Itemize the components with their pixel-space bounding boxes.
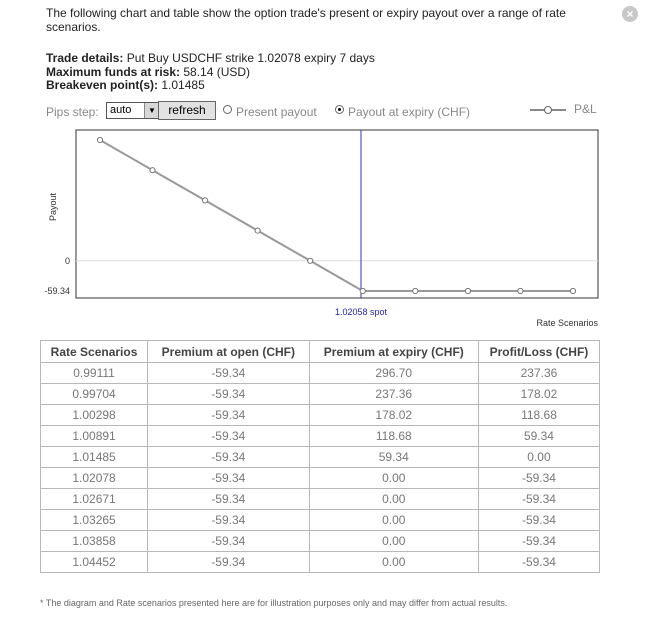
y-axis-label: Payout — [48, 192, 58, 222]
pips-step-label: Pips step: — [46, 105, 99, 119]
present-payout-radio[interactable] — [223, 105, 232, 114]
table-row — [41, 426, 600, 447]
table-cell: 1.00298 — [41, 405, 148, 426]
payout-chart — [0, 126, 645, 330]
max-funds-label: Maximum funds at risk: — [46, 64, 181, 79]
table-cell: -59.34 — [148, 405, 310, 426]
table-cell: 0.00 — [309, 552, 478, 573]
plot-area — [76, 130, 598, 298]
col-premium-open: Premium at open (CHF) — [148, 341, 310, 363]
table-cell: 0.00 — [309, 468, 478, 489]
scenario-table — [40, 340, 600, 573]
breakeven-label: Breakeven point(s): — [46, 78, 159, 92]
table-cell: 1.03265 — [41, 510, 148, 531]
table-cell: 0.00 — [309, 489, 478, 510]
table-cell: 0.00 — [478, 447, 599, 468]
table-cell: -59.34 — [148, 468, 310, 489]
pips-step-value: auto — [110, 104, 132, 116]
table-cell: -59.34 — [148, 426, 310, 447]
table-cell: -59.34 — [148, 489, 310, 510]
col-premium-expiry: Premium at expiry (CHF) — [309, 341, 478, 363]
pl-data-point[interactable] — [308, 258, 313, 263]
table-row — [41, 384, 600, 405]
table-cell: 1.04452 — [41, 552, 148, 573]
max-funds-value: 58.14 (USD) — [180, 64, 251, 79]
table-cell: 0.00 — [309, 531, 478, 552]
table-row — [41, 447, 600, 468]
table-row — [41, 489, 600, 510]
legend-label: P&L — [574, 102, 597, 116]
table-row — [41, 510, 600, 531]
expiry-payout-label[interactable]: Payout at expiry (CHF) — [348, 105, 471, 119]
table-cell: 59.34 — [309, 447, 478, 468]
chart-legend — [530, 102, 610, 116]
table-cell: 296.70 — [309, 363, 478, 384]
table-cell: 0.00 — [309, 510, 478, 531]
y-tick-0: 0 — [64, 255, 70, 266]
table-cell: -59.34 — [148, 531, 310, 552]
breakeven-value: 1.01485 — [158, 78, 205, 92]
table-cell: -59.34 — [148, 363, 310, 384]
table-cell: -59.34 — [148, 510, 310, 531]
table-cell: 0.99704 — [41, 384, 148, 405]
table-cell: 178.02 — [309, 405, 478, 426]
table-cell: 1.00891 — [41, 426, 148, 447]
table-cell: 237.36 — [309, 384, 478, 405]
table-cell: 0.99111 — [41, 363, 148, 384]
y-tick-min: -59.34 — [44, 286, 70, 296]
present-payout-label[interactable]: Present payout — [236, 105, 317, 119]
trade-details-label: Trade details: — [46, 51, 124, 65]
table-cell: 1.03858 — [41, 531, 148, 552]
table-cell: 237.36 — [478, 363, 599, 384]
chevron-down-icon[interactable]: ▼ — [144, 103, 159, 118]
pl-data-point[interactable] — [97, 137, 102, 142]
table-cell: -59.34 — [478, 552, 599, 573]
pl-data-point[interactable] — [413, 288, 418, 293]
pl-data-point[interactable] — [255, 228, 260, 233]
chart-controls — [46, 101, 606, 121]
table-cell: -59.34 — [148, 447, 310, 468]
x-axis-label: Rate Scenarios — [536, 318, 598, 328]
pl-data-point[interactable] — [518, 288, 523, 293]
table-cell: -59.34 — [478, 468, 599, 489]
table-cell: 1.02078 — [41, 468, 148, 489]
expiry-payout-radio[interactable] — [335, 105, 344, 114]
table-cell: 1.01485 — [41, 447, 148, 468]
pl-data-point[interactable] — [570, 288, 575, 293]
table-cell: -59.34 — [478, 489, 599, 510]
close-icon[interactable]: × — [622, 6, 638, 22]
pl-data-point[interactable] — [203, 198, 208, 203]
table-cell: 1.02671 — [41, 489, 148, 510]
table-cell: 59.34 — [478, 426, 599, 447]
col-rate-scenarios: Rate Scenarios — [41, 341, 148, 363]
table-cell: 178.02 — [478, 384, 599, 405]
footnote: * The diagram and Rate scenarios presented here are for illustration purposes only and may differ from actual results. — [40, 598, 508, 608]
table-row — [41, 468, 600, 489]
table-row — [41, 531, 600, 552]
table-row — [41, 552, 600, 573]
table-cell: 118.68 — [309, 426, 478, 447]
table-row — [41, 363, 600, 384]
trade-details-value: Put Buy USDCHF strike 1.02078 expiry 7 days — [123, 51, 375, 65]
pl-data-point[interactable] — [360, 288, 365, 293]
col-profit-loss: Profit/Loss (CHF) — [478, 341, 599, 363]
table-cell: 118.68 — [478, 405, 599, 426]
refresh-button[interactable]: refresh — [158, 101, 216, 120]
pips-step-select[interactable] — [106, 102, 160, 119]
table-cell: -59.34 — [478, 510, 599, 531]
spot-label: 1.02058 spot — [334, 307, 388, 317]
legend-marker — [544, 106, 552, 114]
table-cell: -59.34 — [478, 531, 599, 552]
table-row — [41, 405, 600, 426]
pl-data-point[interactable] — [465, 288, 470, 293]
trade-details — [46, 52, 375, 93]
pl-data-point[interactable] — [150, 168, 155, 173]
table-header-row — [41, 341, 600, 363]
table-cell: -59.34 — [148, 552, 310, 573]
intro-text: The following chart and table show the option trade's present or expiry payout over a range of rate scenarios. — [46, 6, 566, 34]
table-cell: -59.34 — [148, 384, 310, 405]
